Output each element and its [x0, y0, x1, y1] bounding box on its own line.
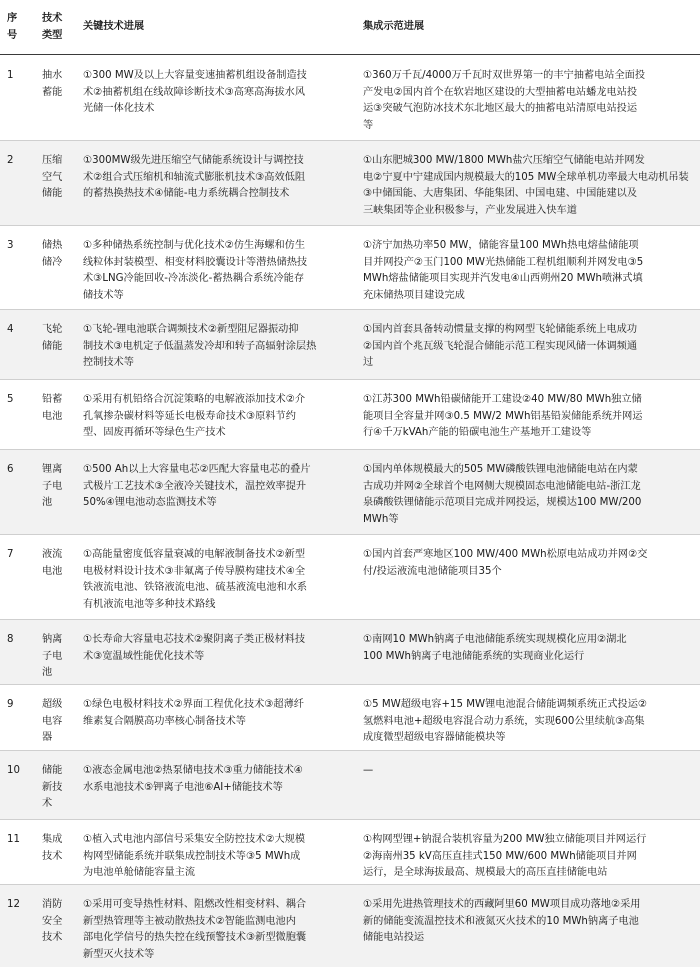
row-tech-type: 飞轮 储能 — [42, 324, 63, 352]
row-divider — [0, 140, 700, 141]
table-row — [0, 620, 700, 684]
table-row — [0, 685, 700, 750]
row-divider — [0, 884, 700, 885]
row-tech-type: 储热 储冷 — [42, 240, 63, 268]
row-tech-type: 液流 电池 — [42, 549, 63, 577]
row-key-progress: ①高能量密度低容量衰减的电解液制备技术②新型 电极材料设计技术③非氟离子传导膜构建技术④全 铁液流电池、铁铬液流电池、硫基液流电池和水系 有机液流电池等多种技术路线 — [83, 549, 308, 610]
row-tech-type: 铅蓄 电池 — [42, 394, 63, 422]
row-demo-progress: ①构网型锂+钠混合装机容量为200 MW独立储能项目并网运行 ②海南州35 kV高压直挂式150 MW/600 MWh储能项目并网 运行，是全球海拔最高、规模最大的高压直挂储能电站 — [363, 834, 647, 879]
row-key-progress: ①绿色电极材料技术②界面工程优化技术③超薄纤 维素复合隔膜高功率核心制备技术等 — [83, 699, 304, 727]
row-key-progress: ①植入式电池内部信号采集安全防控技术②大规模 构网型储能系统并联集成控制技术等③5 MWh成 为电池单舱储能容量主流 — [83, 834, 306, 879]
row-key-progress: ①长寿命大容量电芯技术②聚阴离子类正极材料技 术③宽温域性能优化技术等 — [83, 634, 306, 662]
table-row — [0, 885, 700, 967]
row-divider — [0, 449, 700, 450]
row-index: 12 — [7, 899, 20, 910]
row-key-progress: ①飞轮-锂电池联合调频技术②新型阻尼器振动抑 制技术③电机定子低温蒸发冷却和转子高辐射涂层热 控制技术等 — [83, 324, 317, 369]
row-key-progress: ①300 MW及以上大容量变速抽蓄机组设备制造技 术②抽蓄机组在线故障诊断技术③高寒高海拔水风 光储一体化技术 — [83, 70, 307, 115]
row-key-progress: ①500 Ah以上大容量电芯②匹配大容量电芯的叠片 式极片工艺技术③全液冷关键技术，温控效率提升 50%④锂电池动态监测技术等 — [83, 464, 311, 509]
row-tech-type: 抽水 蓄能 — [42, 70, 63, 98]
row-key-progress: ①采用有机铅络合沉淀策略的电解液添加技术②介 孔氧掺杂碳材料等延长电极寿命技术③原料节约 型、固废再循环等绿色生产技术 — [83, 394, 306, 439]
table-row — [0, 226, 700, 309]
row-divider — [0, 684, 700, 685]
row-index: 8 — [7, 634, 14, 645]
header-rule — [0, 54, 700, 55]
table-row — [0, 380, 700, 449]
row-divider — [0, 819, 700, 820]
header-key-progress: 关键技术进展 — [83, 21, 145, 32]
row-demo-progress: ①国内首套具备转动惯量支撑的构网型飞轮储能系统上电成功 ②国内首个兆瓦级飞轮混合储能示范工程实现风储一体调频通 过 — [363, 324, 638, 369]
row-tech-type: 消防 安全 技术 — [42, 899, 63, 944]
row-demo-progress: ①5 MW超级电容+15 MW锂电池混合储能调频系统正式投运② 氢燃料电池+超级电容混合动力系统，实现600公里续航③高集 成度微型超级电容器储能模块等 — [363, 699, 648, 744]
row-tech-type: 储能 新技 术 — [42, 765, 63, 810]
table-row — [0, 56, 700, 140]
row-tech-type: 锂离 子电 池 — [42, 464, 63, 509]
row-key-progress: ①采用可变导热性材料、阻燃改性相变材料、耦合 新型热管理等主被动散热技术②智能监测电池内 部电化学信号的热失控在线预警技术③新型微胞囊 新型灭火技术等 — [83, 899, 307, 960]
row-divider — [0, 379, 700, 380]
row-tech-type: 集成 技术 — [42, 834, 63, 862]
row-demo-progress: ①济宁加热功率50 MW，储能容量100 MWh热电熔盐储能项 目并网投产②玉门100 MW光热储能工程机组顺利并网发电③5 MWh熔盐储能项目实现并汽发电④山西朔州20 MWh喷淋式填 充床储热项目建设完成 — [363, 240, 644, 301]
table-row — [0, 141, 700, 225]
table-row — [0, 751, 700, 819]
table-row — [0, 450, 700, 534]
header-index: 序 号 — [7, 13, 18, 41]
row-index: 3 — [7, 240, 14, 251]
row-index: 4 — [7, 324, 14, 335]
row-divider — [0, 619, 700, 620]
row-index: 7 — [7, 549, 14, 560]
header-tech-type: 技术 类型 — [42, 13, 63, 41]
row-divider — [0, 309, 700, 310]
row-demo-progress: ①360万千瓦/4000万千瓦时双世界第一的丰宁抽蓄电站全面投 产发电②国内首个在软岩地区建设的大型抽蓄电站蟠龙电站投 运③突破气泡防冰技术东北地区最大的抽蓄电站清原电站投运 等 — [363, 70, 646, 131]
row-key-progress: ①300MW级先进压缩空气储能系统设计与调控技 术②组合式压缩机和轴流式膨胀机技术③高效低阻 的蓄热换热技术④储能-电力系统耦合控制技术 — [83, 155, 306, 200]
row-divider — [0, 534, 700, 535]
row-index: 5 — [7, 394, 14, 405]
row-index: 2 — [7, 155, 14, 166]
row-index: 1 — [7, 70, 14, 81]
row-index: 10 — [7, 765, 20, 776]
row-tech-type: 钠离 子电 池 — [42, 634, 63, 679]
row-divider — [0, 750, 700, 751]
row-index: 11 — [7, 834, 20, 845]
row-demo-progress: ①江苏300 MWh铅碳储能开工建设②40 MW/80 MWh独立储 能项目全容量并网③0.5 MW/2 MWh铝基铅炭储能系统并网运 行④千万kVAh产能的铅碳电池生产基地开工建设等 — [363, 394, 643, 439]
row-demo-progress: ①南网10 MWh钠离子电池储能系统实现规模化应用②湖北 100 MWh钠离子电池储能系统的实现商业化运行 — [363, 634, 627, 662]
row-demo-progress: ①采用先进热管理技术的西藏阿里60 MW项目成功落地②采用 新的储能变流温控技术和液氮灭火技术的10 MWh钠离子电池 储能电站投运 — [363, 899, 641, 944]
row-divider — [0, 225, 700, 226]
table-row — [0, 820, 700, 884]
row-tech-type: 超级 电容 器 — [42, 699, 63, 744]
row-tech-type: 压缩 空气 储能 — [42, 155, 63, 200]
row-key-progress: ①多种储热系统控制与优化技术②仿生海螺和仿生 线粒体封装模型、相变材料胶囊设计等潜热储热技 术③LNG冷能回收-冷冻淡化-蓄热耦合系统冷能存 储技术等 — [83, 240, 308, 301]
header-demo-progress: 集成示范进展 — [363, 21, 425, 32]
row-demo-progress: ①国内首套严寒地区100 MW/400 MWh松原电站成功并网②交 付/投运液流电池储能项目35个 — [363, 549, 648, 577]
row-index: 9 — [7, 699, 14, 710]
row-demo-progress: — — [363, 765, 374, 776]
row-demo-progress: ①山东肥城300 MW/1800 MWh盐穴压缩空气储能电站并网发 电②宁夏中宁建成国内规模最大的105 MW全球单机功率最大电动机吊装 ③中储国能、大唐集团、华能集团、中国电建、中国能建以及 三峡集团等企业积极参与，产业发展进入快车道 — [363, 155, 689, 216]
table-row — [0, 310, 700, 379]
row-key-progress: ①液态金属电池②热泵储电技术③重力储能技术④ 水系电池技术⑤钾离子电池⑥AI+储能技术等 — [83, 765, 303, 793]
table-header — [0, 0, 700, 54]
row-demo-progress: ①国内单体规模最大的505 MW磷酸铁锂电池储能电站在内蒙 古成功并网②全球首个电网侧大规模固态电池储能电站-浙江龙 泉磷酸铁锂储能示范项目完成并网投运，规模达100 MW/200 MWh等 — [363, 464, 642, 525]
table-row — [0, 535, 700, 619]
row-index: 6 — [7, 464, 14, 475]
